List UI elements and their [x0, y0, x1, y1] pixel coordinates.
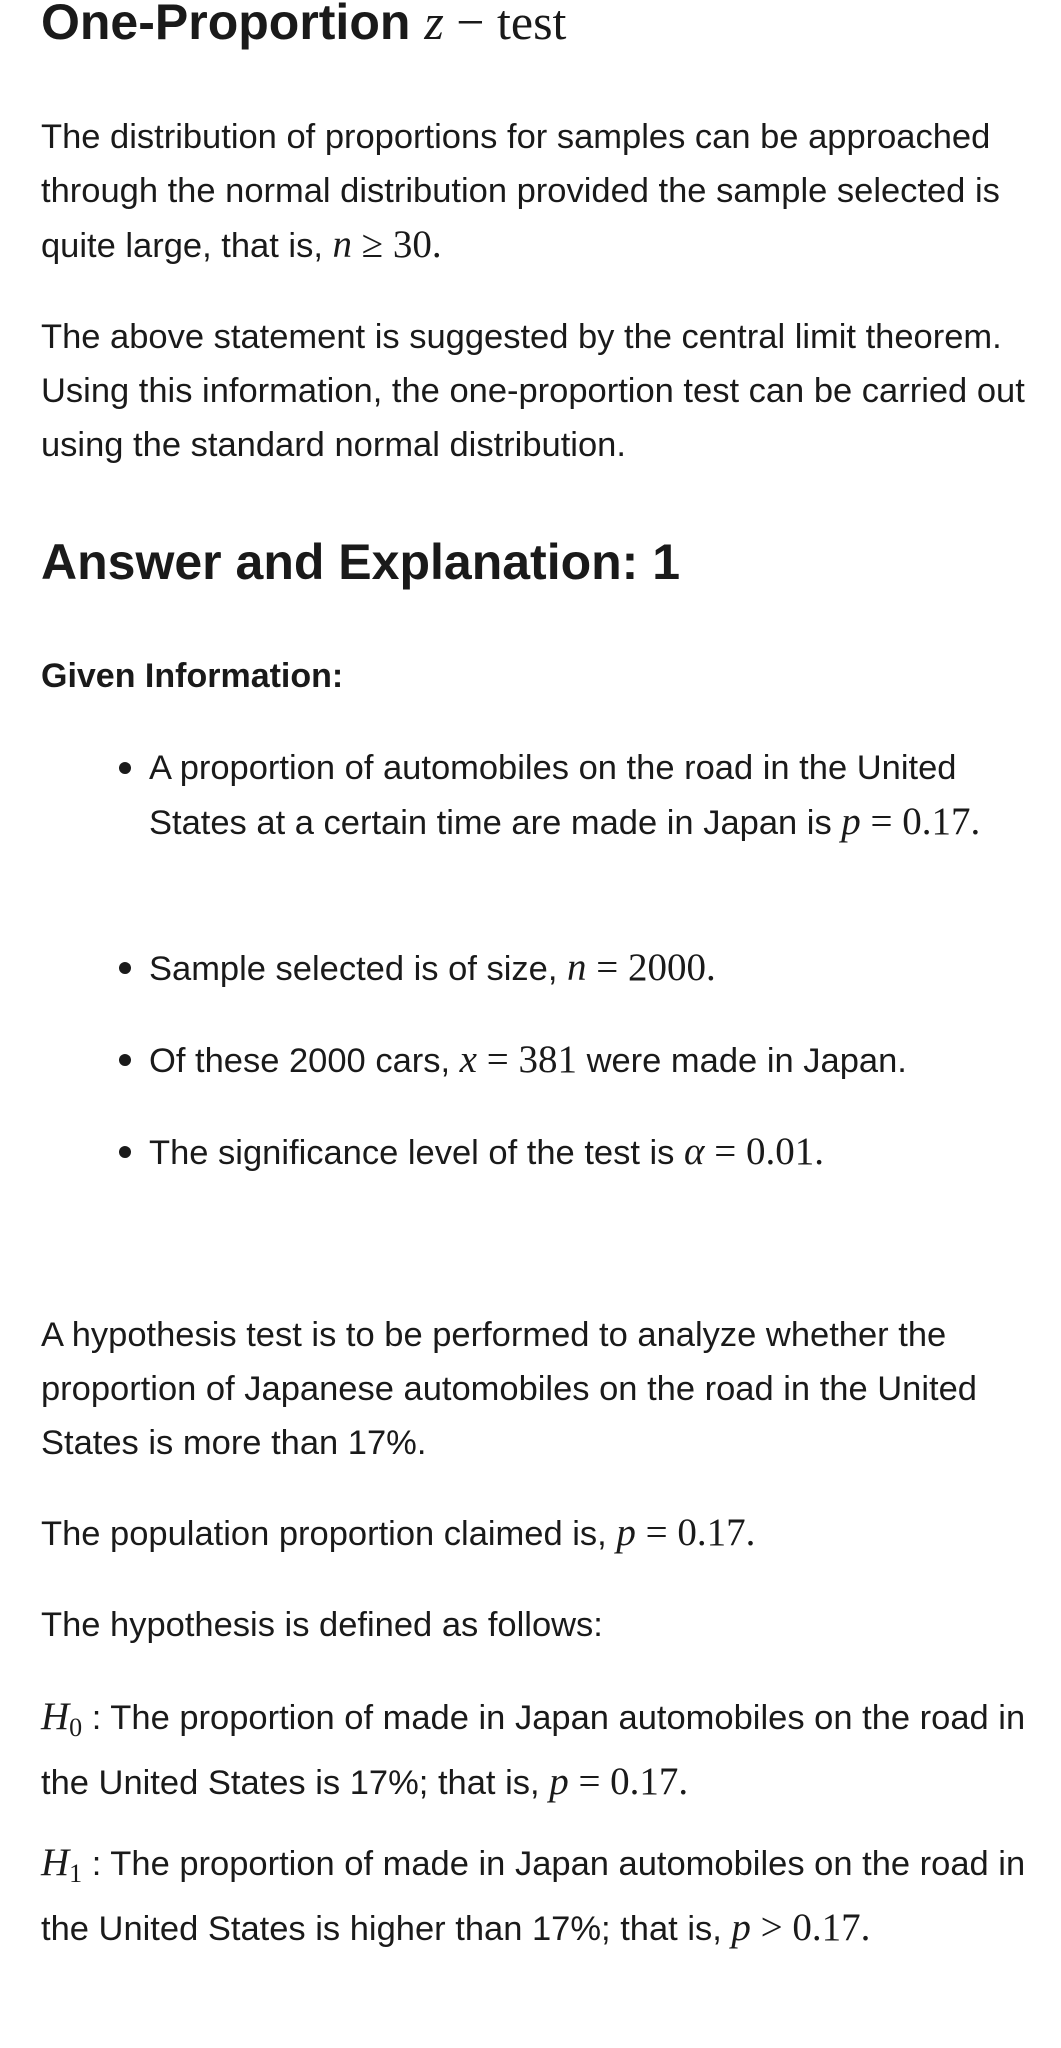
intro-paragraph-1-math [333, 223, 442, 266]
alternative-hypothesis-p-variable: p [731, 1906, 751, 1949]
intro-paragraph-1-text: The distribution of proportions for samples can be approached through the normal distribution provided the sample selected is quite large, that is, [41, 118, 1000, 265]
hypothesis-defined: The hypothesis is defined as follows: [41, 1606, 603, 1644]
null-hypothesis-text: : The proportion of made in Japan automobiles on the road in the United States is 17%; that is, [41, 1699, 1026, 1802]
intro-paragraph-1-math-rest: ≥ 30. [352, 223, 442, 266]
given-item-variable: x [459, 1038, 477, 1081]
bullet-icon [119, 1146, 131, 1158]
given-item-proportion [149, 741, 1029, 850]
alternative-hypothesis-text: : The proportion of made in Japan automobiles on the road in the United States is higher than 17%; that is, [41, 1845, 1026, 1948]
null-hypothesis-subscript: 0 [69, 1713, 83, 1742]
alternative-hypothesis-symbol [41, 1841, 83, 1888]
given-item-math-rest: = 0.01. [704, 1130, 825, 1173]
given-item-text: Sample selected is of size, [149, 950, 568, 988]
null-hypothesis-math-rest: = 0.17. [568, 1760, 689, 1803]
title-math [424, 0, 566, 50]
given-item-math [841, 800, 980, 843]
title-math-rest: − test [443, 0, 567, 50]
null-hypothesis [41, 1690, 1031, 1810]
given-item-math [567, 946, 716, 989]
given-item-variable: p [841, 800, 861, 843]
given-item-tail: were made in Japan. [576, 1042, 907, 1080]
bullet-icon [119, 762, 131, 774]
page-title [41, 0, 566, 52]
given-item-variable: n [567, 946, 587, 989]
bullet-icon [119, 1054, 131, 1066]
population-proportion-text: The population proportion claimed is, [41, 1515, 617, 1553]
intro-paragraph-1-variable: n [332, 223, 352, 266]
null-hypothesis-variable: H [41, 1695, 70, 1738]
alternative-hypothesis-subscript: 1 [69, 1859, 83, 1888]
null-hypothesis-p-variable: p [549, 1760, 569, 1803]
given-item-variable: α [684, 1130, 705, 1173]
intro-paragraph-1 [41, 110, 1031, 273]
population-proportion-math [616, 1511, 755, 1554]
given-item-math-rest: = 381 [476, 1038, 577, 1081]
given-item-text: The significance level of the test is [149, 1134, 685, 1172]
given-item-math [460, 1038, 577, 1081]
intro-paragraph-2: The above statement is suggested by the central limit theorem. Using this information, the one-proportion test can be carried out using the standard normal distribution. [41, 318, 1025, 464]
bullet-icon [119, 962, 131, 974]
population-proportion-math-rest: = 0.17. [635, 1511, 756, 1554]
population-proportion-variable: p [616, 1511, 636, 1554]
title-variable: z [424, 0, 444, 50]
null-hypothesis-math [549, 1760, 688, 1803]
alternative-hypothesis-variable: H [41, 1841, 70, 1884]
given-item-math-rest: = 2000. [586, 946, 716, 989]
given-item-math-rest: = 0.17. [860, 800, 981, 843]
alternative-hypothesis [41, 1836, 1031, 1956]
hypothesis-paragraph: A hypothesis test is to be performed to analyze whether the proportion of Japanese automobiles on the road in the United States is more than 17%. [41, 1316, 977, 1462]
alternative-hypothesis-math-rest: > 0.17. [750, 1906, 871, 1949]
given-item-significance [149, 1125, 1029, 1180]
given-item-count [149, 1033, 1029, 1088]
given-item-math [684, 1130, 824, 1173]
given-item-sample-size [149, 941, 1029, 996]
given-heading: Given Information: [41, 657, 344, 695]
given-item-text: A proportion of automobiles on the road in the United States at a certain time are made in Japan is [149, 749, 957, 842]
alternative-hypothesis-math [731, 1906, 870, 1949]
given-item-text: Of these 2000 cars, [149, 1042, 460, 1080]
answer-heading: Answer and Explanation: 1 [41, 534, 681, 590]
title-text: One-Proportion [41, 0, 425, 50]
null-hypothesis-symbol [41, 1695, 83, 1742]
population-proportion [41, 1506, 1031, 1561]
